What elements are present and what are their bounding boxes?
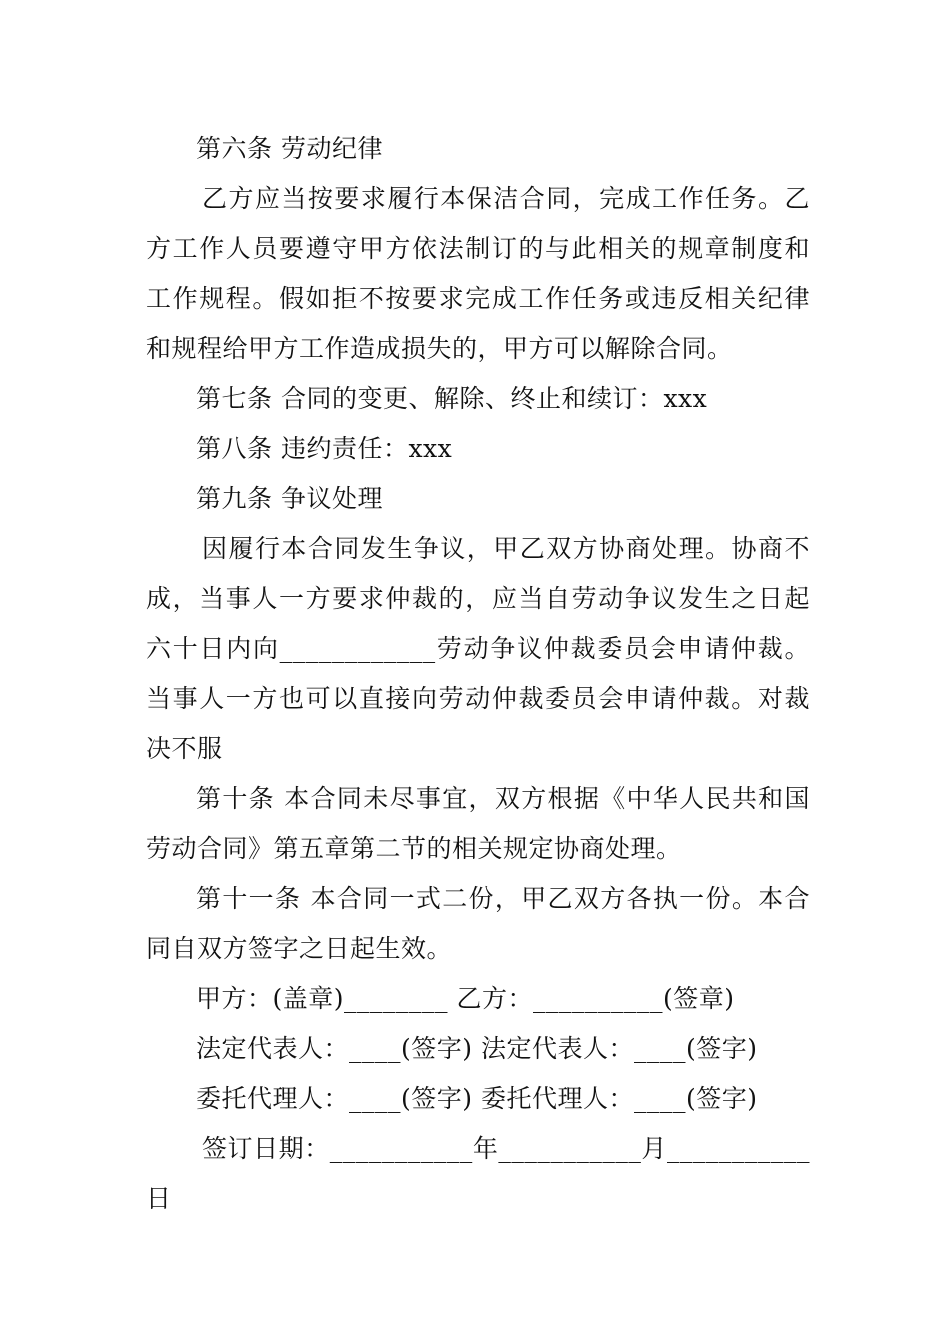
paragraph-line: 和规程给甲方工作造成损失的，甲方可以解除合同。	[146, 334, 733, 363]
article-9-heading: 第九条 争议处理	[196, 484, 383, 513]
article-8-heading: 第八条 违约责任：xxx	[196, 434, 453, 463]
signing-date-line: 签订日期：___________年___________月___________	[202, 1134, 810, 1163]
party-signature-line: 甲方：(盖章)________ 乙方：__________(签章)	[196, 984, 735, 1013]
authorized-agent-line: 委托代理人：____(签字) 委托代理人：____(签字)	[196, 1084, 758, 1113]
article-6-heading: 第六条 劳动纪律	[196, 134, 383, 163]
paragraph-line: 同自双方签字之日起生效。	[146, 934, 453, 963]
paragraph-line: 当事人一方也可以直接向劳动仲裁委员会申请仲裁。对裁	[146, 684, 810, 713]
paragraph-line: 六十日内向____________劳动争议仲裁委员会申请仲裁。	[146, 634, 810, 663]
paragraph-line: 因履行本合同发生争议，甲乙双方协商处理。协商不	[202, 534, 810, 563]
paragraph-line: 劳动合同》第五章第二节的相关规定协商处理。	[146, 834, 682, 863]
article-11-line: 第十一条 本合同一式二份，甲乙双方各执一份。本合	[196, 884, 810, 913]
paragraph-line: 乙方应当按要求履行本保洁合同，完成工作任务。乙	[202, 184, 810, 213]
article-10-line: 第十条 本合同未尽事宜，双方根据《中华人民共和国	[196, 784, 810, 813]
signing-date-day: 日	[146, 1184, 172, 1213]
article-7-heading: 第七条 合同的变更、解除、终止和续订：xxx	[196, 384, 708, 413]
legal-representative-line: 法定代表人：____(签字) 法定代表人：____(签字)	[196, 1034, 758, 1063]
paragraph-line: 方工作人员要遵守甲方依法制订的与此相关的规章制度和	[146, 234, 810, 263]
paragraph-line: 工作规程。假如拒不按要求完成工作任务或违反相关纪律	[146, 284, 810, 313]
paragraph-line: 成，当事人一方要求仲裁的，应当自劳动争议发生之日起	[146, 584, 810, 613]
paragraph-line: 决不服	[146, 734, 223, 763]
